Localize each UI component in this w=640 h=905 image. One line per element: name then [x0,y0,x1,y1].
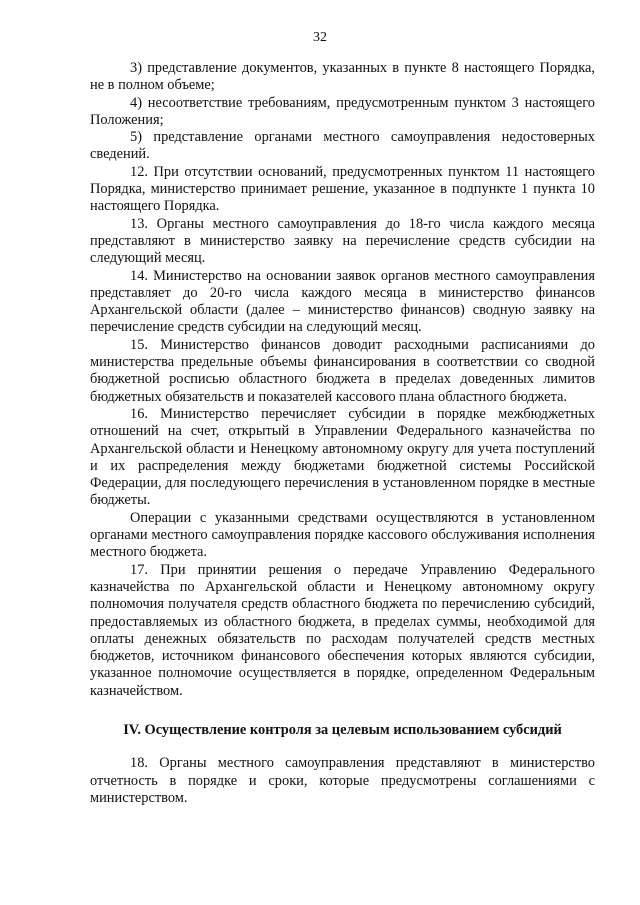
paragraph-item-5: 5) представление органами местного самоуправления недостоверных сведений. [90,129,595,163]
section-heading: IV. Осуществление контроля за целевым использованием субсидий [123,721,562,738]
paragraph-clause-13: 13. Органы местного самоуправления до 18-го числа каждого месяца представляют в министерство заявку на перечисление средств субсидии на следующий месяц. [90,215,595,267]
paragraph-clause-16: 16. Министерство перечисляет субсидии в порядке межбюджетных отношений на счет, открытый в Управлении Федерального казначейства по Архангельской области и Ненецкому автономному округу для учета поступлений и их распределения между бюджетами бюджетной системы Российской Федерации, для последующего перечисления в установленном порядке в местные бюджеты. [90,405,595,509]
paragraph-clause-12: 12. При отсутствии оснований, предусмотренных пунктом 11 настоящего Порядка, министерство принимает решение, указанное в подпункте 1 пункта 10 настоящего Порядка. [90,163,595,215]
paragraph-clause-18: 18. Органы местного самоуправления представляют в министерство отчетность в порядке и сроки, которые предусмотрены соглашениями с министерством. [90,755,595,806]
paragraph-item-4: 4) несоответствие требованиям, предусмотренным пунктом 3 настоящего Положения; [90,94,595,128]
page-number: 32 [313,30,327,45]
paragraph-clause-15: 15. Министерство финансов доводит расходными расписаниями до министерства предельные объемы финансирования в соответствии со сводной бюджетной росписью областного бюджета в пределах доведенных лимитов бюджетных обязательств и показателей кассового плана областного бюджета. [90,336,595,405]
paragraph-clause-14: 14. Министерство на основании заявок органов местного самоуправления представляет до 20-го числа каждого месяца в министерство финансов Архангельской области (далее – министерство финансов) сводную заявку на перечисление средств субсидии на следующий месяц. [90,267,595,336]
paragraph-clause-17: 17. При принятии решения о передаче Управлению Федерального казначейства по Архангельской области и Ненецкому автономному округу полномочия получателя средств областного бюджета по перечислению субсидий, предоставляемых из областного бюджета, в пределах суммы, необходимой для оплаты денежных обязательств по расходам получателей средств местных бюджетов, источником финансового обеспечения которых являются субсидии, указанное полномочие осуществляется в порядке, определенном Федеральным казначейством. [90,561,595,699]
paragraph-operations: Операции с указанными средствами осуществляются в установленном органами местного самоуправления порядке кассового обслуживания исполнения местного бюджета. [90,509,595,561]
paragraph-item-3: 3) представление документов, указанных в пункте 8 настоящего Порядка, не в полном объеме; [90,60,595,94]
document-body [90,60,595,807]
